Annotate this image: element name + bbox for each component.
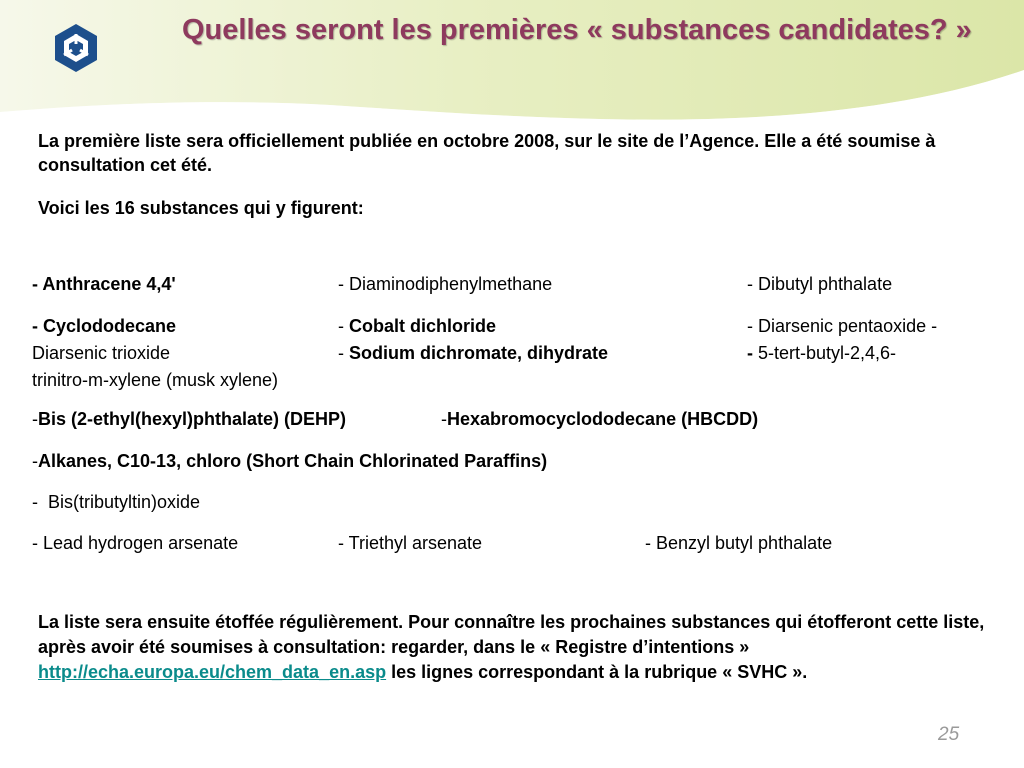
substance-item: -Bis (2-ethyl(hexyl)phthalate) (DEHP) bbox=[32, 409, 347, 429]
lead-paragraph: Voici les 16 substances qui y figurent: bbox=[38, 198, 364, 218]
substances-row bbox=[32, 314, 1002, 338]
substance-item: - Dibutyl phthalate bbox=[747, 274, 893, 294]
substances-row bbox=[32, 368, 1002, 392]
substance-item: - Cobalt dichloride bbox=[338, 316, 497, 336]
substance-item: - Diarsenic pentaoxide - bbox=[747, 316, 938, 336]
substance-item: - Cyclododecane bbox=[32, 316, 177, 336]
substances-row bbox=[32, 407, 1002, 431]
substance-item: Diarsenic trioxide bbox=[32, 343, 171, 363]
substance-item: - Lead hydrogen arsenate bbox=[32, 533, 239, 553]
substance-item: - Benzyl butyl phthalate bbox=[645, 533, 833, 553]
page-number: 25 bbox=[938, 724, 960, 745]
substances-row bbox=[32, 449, 1002, 473]
agency-logo-icon bbox=[50, 22, 102, 74]
substances-row bbox=[32, 490, 1002, 514]
substance-item: - Triethyl arsenate bbox=[338, 533, 483, 553]
substance-item: - 5-tert-butyl-2,4,6- bbox=[747, 343, 897, 363]
substance-item: -Alkanes, C10-13, chloro (Short Chain Chlorinated Paraffins) bbox=[32, 451, 548, 471]
slide-title: Quelles seront les premières « substances candidates? » bbox=[182, 14, 972, 46]
substance-item: -Hexabromocyclododecane (HBCDD) bbox=[441, 409, 759, 429]
substance-item: trinitro-m-xylene (musk xylene) bbox=[32, 370, 279, 390]
outro-paragraph: La liste sera ensuite étoffée régulièrement. Pour connaître les prochaines substances qui étofferont cette liste, après avoir été soumises à consultation: regarder, dans le « Registre d’intentions » http://echa.europa.eu/chem_data_en.asp les lignes correspondant à la rubrique « SVHC ». bbox=[38, 612, 985, 682]
intro-paragraph: La première liste sera officiellement publiée en octobre 2008, sur le site de l’Agence. Elle a été soumise à consultation cet été. bbox=[38, 131, 936, 175]
substance-item: - Sodium dichromate, dihydrate bbox=[338, 343, 609, 363]
substances-row bbox=[32, 341, 1002, 365]
substance-item: - Bis(tributyltin)oxide bbox=[32, 492, 201, 512]
substances-row bbox=[32, 531, 1002, 555]
substance-item: - Diaminodiphenylmethane bbox=[338, 274, 553, 294]
substances-row bbox=[32, 272, 1002, 296]
substance-item: - Anthracene 4,4' bbox=[32, 274, 176, 294]
echa-registry-link[interactable]: http://echa.europa.eu/chem_data_en.asp bbox=[38, 662, 387, 682]
